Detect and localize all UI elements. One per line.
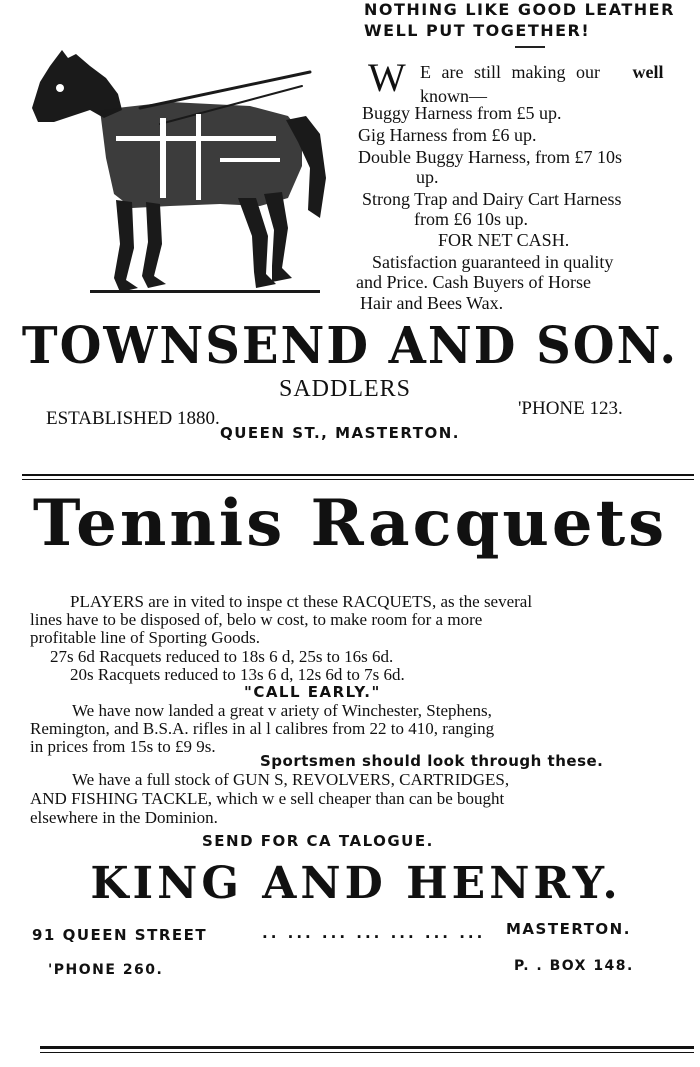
sportsmen-line: Sportsmen should look through these.: [260, 752, 604, 770]
established-year: ESTABLISHED 1880.: [46, 408, 220, 429]
call-early: "CALL EARLY.": [244, 683, 381, 701]
ad-divider-bottom: [22, 479, 694, 480]
ornament-divider: [515, 46, 545, 48]
net-cash: FOR NET CASH.: [438, 230, 570, 250]
price-double-buggy-cont: up.: [416, 167, 439, 187]
address-townsend: QUEEN ST., MASTERTON.: [220, 424, 461, 442]
horse-in-harness-illustration: [20, 38, 330, 300]
po-box: P. . BOX 148.: [514, 958, 634, 974]
cash-buyers-line: and Price. Cash Buyers of Horse: [356, 272, 591, 292]
phone-king-henry: 'PHONE 260.: [48, 962, 164, 978]
guns-line-3: elsewhere in the Dominion.: [30, 808, 218, 827]
racquet-price-20s: 20s Racquets reduced to 13s 6 d, 12s 6d to 7s 6d.: [70, 665, 405, 684]
headline-well-put-together: WELL PUT TOGETHER!: [364, 21, 591, 40]
price-double-buggy: Double Buggy Harness, from £7 10s: [358, 147, 622, 167]
players-line-2: lines have to be disposed of, belo w cost, to make room for a more: [30, 610, 483, 629]
address-king-henry: 91 QUEEN STREET: [32, 926, 208, 944]
ad-divider-top: [22, 474, 694, 476]
rifles-line-1: We have now landed a great v ariety of Winchester, Stephens,: [72, 701, 492, 720]
hair-bees-wax-line: Hair and Bees Wax.: [360, 293, 504, 313]
bottom-rule-thick: [40, 1046, 694, 1049]
drop-cap: W: [368, 55, 406, 100]
racquet-price-27s: 27s 6d Racquets reduced to 18s 6 d, 25s to 16s 6d.: [50, 647, 394, 666]
trade-saddlers: SADDLERS: [278, 376, 412, 402]
players-line-3: profitable line of Sporting Goods.: [30, 628, 260, 647]
intro-well: well: [632, 62, 664, 82]
satisfaction-line: Satisfaction guaranteed in quality: [372, 252, 614, 272]
guns-line-1: We have a full stock of GUN S, REVOLVERS, CARTRIDGES,: [72, 770, 510, 789]
players-line-1: PLAYERS are in vited to inspe ct these RACQUETS, as the several: [70, 592, 533, 611]
tennis-racquets-title: Tennis Racquets: [32, 486, 668, 561]
headline-good-leather: NOTHING LIKE GOOD LEATHER: [364, 0, 675, 19]
rifles-line-3: in prices from 15s to £9 9s.: [30, 737, 216, 756]
firm-name-king-henry: KING AND HENRY.: [90, 858, 622, 909]
intro-known: known—: [420, 86, 487, 106]
intro-text: E are still making our: [420, 62, 600, 82]
phone-townsend: 'PHONE 123.: [518, 398, 623, 419]
bottom-rule-thin: [40, 1052, 694, 1053]
price-trap-dairy-cont: from £6 10s up.: [414, 209, 528, 229]
send-for-catalogue: SEND FOR CA TALOGUE.: [202, 832, 434, 850]
intro-line: [420, 62, 663, 83]
firm-name-townsend: TOWNSEND AND SON.: [21, 316, 679, 376]
price-buggy: Buggy Harness from £5 up.: [362, 103, 562, 123]
rifles-line-2: Remington, and B.S.A. rifles in al l calibres from 22 to 410, ranging: [30, 719, 495, 738]
address-leader-dots: .. ... ... ... ... ... ...: [262, 924, 486, 942]
town-masterton: MASTERTON.: [506, 920, 631, 938]
price-trap-dairy: Strong Trap and Dairy Cart Harness: [362, 189, 622, 209]
guns-line-2: AND FISHING TACKLE, which w e sell cheaper than can be bought: [30, 789, 505, 808]
price-gig: Gig Harness from £6 up.: [358, 125, 537, 145]
